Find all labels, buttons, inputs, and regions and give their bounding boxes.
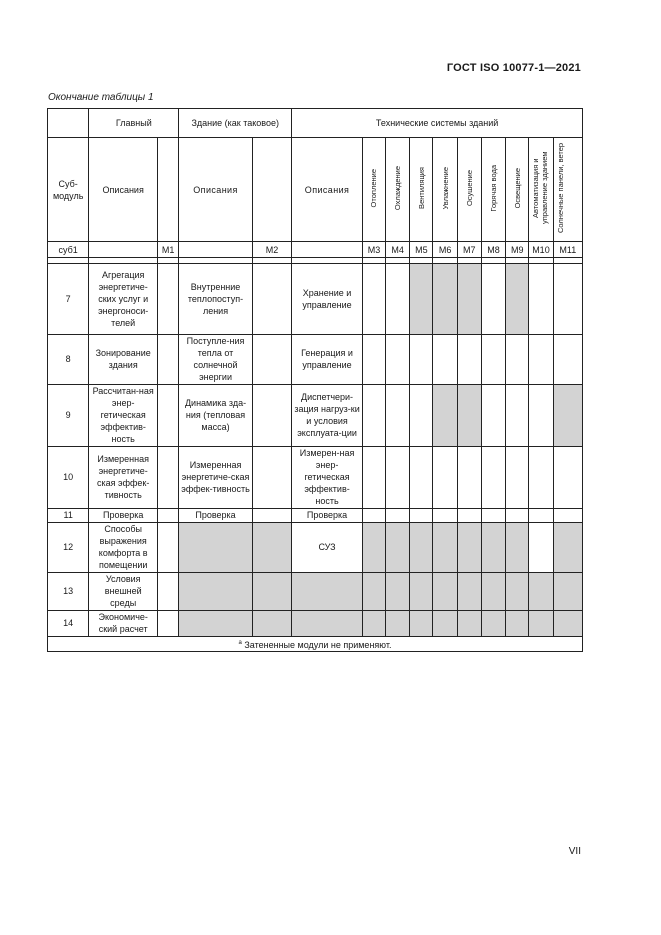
row-systems-desc: Хранение и управление: [292, 263, 363, 334]
document-code: ГОСТ ISO 10077-1—2021: [446, 62, 581, 74]
header-cooling: Охлаждение: [386, 138, 410, 242]
header-building: Здание (как таковое): [179, 109, 292, 138]
row-main-desc: Агрегация энергетиче-ских услуг и энергоноси-телей: [89, 263, 158, 334]
module-m10: М10: [529, 242, 553, 258]
module-sub: суб1: [48, 242, 89, 258]
header-automation: Автоматизация и управление зданием: [529, 138, 553, 242]
header-solar-wind: Солнечные панели, ветер: [553, 138, 582, 242]
module-m6: М6: [433, 242, 457, 258]
header-ventilation: Вентиляция: [410, 138, 433, 242]
modules-table: [47, 108, 583, 652]
header-main: Главный: [89, 109, 179, 138]
page-number: VII: [568, 846, 581, 857]
row-building-desc: Поступле-ния тепла от солнечной энергии: [179, 334, 253, 384]
module-m11: М11: [553, 242, 582, 258]
table-row: [48, 446, 583, 508]
row-main-desc: Проверка: [89, 508, 158, 522]
table-row: [48, 334, 583, 384]
table-row: [48, 522, 583, 572]
row-main-desc: Зонирование здания: [89, 334, 158, 384]
table-footnote: [48, 636, 583, 651]
table-row: [48, 572, 583, 611]
header-lighting: Освещение: [506, 138, 529, 242]
table-row: [48, 508, 583, 522]
footnote-mark: a: [238, 639, 242, 646]
row-building-desc: Проверка: [179, 508, 253, 522]
header-systems: Технические системы зданий: [292, 109, 583, 138]
table-caption: Окончание таблицы 1: [48, 92, 154, 103]
row-number: 10: [48, 446, 89, 508]
row-number: 8: [48, 334, 89, 384]
module-row: [48, 242, 583, 258]
row-systems-desc: Диспетчери-зация нагруз-ки и условия эксплуата-ции: [292, 384, 363, 446]
row-systems-desc: Проверка: [292, 508, 363, 522]
module-m4: М4: [386, 242, 410, 258]
module-blank: [179, 242, 253, 258]
module-m8: М8: [481, 242, 505, 258]
row-main-desc: Рассчитан-ная энер-гетическая эффектив-ность: [89, 384, 158, 446]
row-building-desc: Динамика зда-ния (тепловая масса): [179, 384, 253, 446]
row-main-desc: Условия внешней среды: [89, 572, 158, 611]
module-m1: М1: [158, 242, 179, 258]
row-systems-desc: СУЗ: [292, 522, 363, 572]
header-desc-main: Описания: [89, 138, 158, 242]
row-number: 12: [48, 522, 89, 572]
row-main-desc: Измеренная энергетиче-ская эффек-тивность: [89, 446, 158, 508]
table-row: [48, 263, 583, 334]
header-desc-systems: Описания: [292, 138, 363, 242]
module-m7: М7: [457, 242, 481, 258]
row-number: 14: [48, 611, 89, 636]
header-row-second: [48, 138, 583, 242]
header-blank-m2: [252, 138, 291, 242]
module-blank: [89, 242, 158, 258]
module-m9: М9: [506, 242, 529, 258]
table-row: [48, 384, 583, 446]
module-blank: [292, 242, 363, 258]
header-blank-m1: [158, 138, 179, 242]
header-desc-building: Описания: [179, 138, 253, 242]
row-number: 13: [48, 572, 89, 611]
row-number: 7: [48, 263, 89, 334]
module-m3: М3: [362, 242, 385, 258]
row-number: 11: [48, 508, 89, 522]
row-main-desc: Экономиче-ский расчет: [89, 611, 158, 636]
table-row: [48, 611, 583, 636]
row-building-desc: Внутренние теплопоступ-ления: [179, 263, 253, 334]
header-submodule: Суб-модуль: [48, 138, 89, 242]
header-heating: Отопление: [362, 138, 385, 242]
row-systems-desc: Генерация и управление: [292, 334, 363, 384]
row-main-desc: Способы выражения комфорта в помещении: [89, 522, 158, 572]
blank-header-cell: [48, 109, 89, 138]
row-number: 9: [48, 384, 89, 446]
header-dehumidification: Осушение: [457, 138, 481, 242]
module-m5: М5: [410, 242, 433, 258]
row-systems-desc: Измерен-ная энер-гетическая эффектив-ность: [292, 446, 363, 508]
footnote-row: [48, 636, 583, 651]
header-humidification: Увлажнение: [433, 138, 457, 242]
module-m2: М2: [252, 242, 291, 258]
header-row-top: [48, 109, 583, 138]
header-hot-water: Горячая вода: [481, 138, 505, 242]
footnote-text: Затененные модули не применяют.: [244, 639, 392, 650]
row-building-desc: Измеренная энергетиче-ская эффек-тивность: [179, 446, 253, 508]
